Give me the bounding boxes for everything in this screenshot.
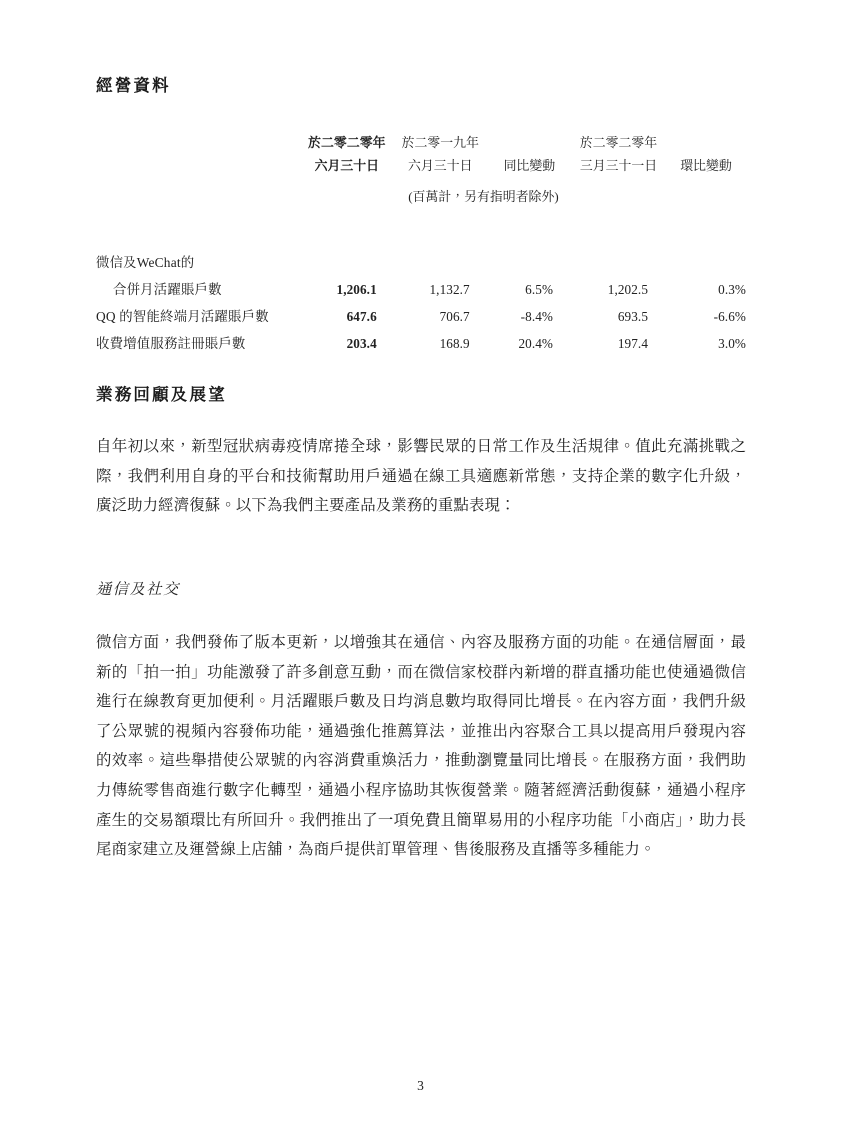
table-row [96, 271, 746, 298]
table-cell-value: 1,202.5 [607, 282, 649, 297]
table-header-row-year [96, 126, 746, 151]
table-header-row-date [96, 151, 746, 174]
table-header-blank-2 [96, 151, 301, 174]
table-row-empty [301, 246, 746, 271]
page-title-operating-data: 經營資料 [96, 76, 171, 95]
table-cell-value: 693.5 [617, 309, 649, 324]
table-cell-value: 1,132.7 [429, 282, 470, 297]
table-header-col1-line2: 六月三十日 [314, 159, 380, 173]
paragraph-intro: 自年初以來，新型冠狀病毒疫情席捲全球，影響民眾的日常工作及生活規律。值此充滿挑戰之際，我們利用自身的平台和技術幫助用戶通過在線工具適應新常態，支持企業的數字化升級，廣泛助力經濟復蘇。以下為我們主要產品及業務的重點表現： [96, 438, 746, 515]
table-cell-value: 706.7 [439, 309, 470, 324]
table-cell-value: 197.4 [617, 336, 649, 351]
table-unit-note: (百萬計，另有指明者除外) [408, 190, 559, 204]
table-header-col1-line1: 於二零二零年 [308, 136, 386, 150]
section-title-business-review: 業務回顧及展望 [96, 385, 227, 404]
table-header-col4-line1: 於二零二零年 [579, 136, 658, 150]
table-spacer-row [96, 220, 746, 246]
table-unit-note-row [96, 174, 746, 220]
table-cell-value: 3.0% [718, 336, 746, 351]
table-cell-value: 1,206.1 [336, 282, 377, 297]
table-cell-value: 0.3% [718, 282, 746, 297]
table-row [96, 298, 746, 325]
table-cell-value: 20.4% [518, 336, 554, 351]
table-header-col3-line2: 同比變動 [503, 159, 556, 173]
table-header-col5-line2: 環比變動 [680, 159, 732, 173]
table-unit-note-spacer-2 [666, 174, 746, 220]
table-cell-value: 168.9 [439, 336, 470, 351]
table-cell-value: -6.6% [713, 309, 746, 324]
table-row-label: QQ 的智能終端月活躍賬戶數 [96, 309, 269, 324]
paragraph-wechat: 微信方面，我們發佈了版本更新，以增強其在通信、內容及服務方面的功能。在通信層面，最新的「拍一拍」功能激發了許多創意互動，而在微信家校群內新增的群直播功能也使通過微信進行在線教育更加便利。月活躍賬戶數及日均消息數均取得同比增長。在內容方面，我們升級了公眾號的視頻內容發佈功能，通過強化推薦算法，並推出內容聚合工具以提高用戶發現內容的效率。這些舉措使公眾號的內容消費重煥活力，推動瀏覽量同比增長。在服務方面，我們助力傳統零售商進行數字化轉型，通過小程序協助其恢復營業。隨著經濟活動復蘇，通過小程序產生的交易額環比有所回升。我們推出了一項免費且簡單易用的小程序功能「小商店」，助力長尾商家建立及運營線上店舖，為商戶提供訂單管理、售後服務及直播等多種能力。 [96, 634, 746, 859]
table-row-label-line1: 微信及WeChat的 [96, 255, 195, 270]
table-row [96, 325, 746, 352]
table-unit-note-spacer [96, 174, 301, 220]
table-header-blank [96, 126, 301, 151]
table-header-col2-line1: 於二零一九年 [401, 136, 479, 150]
table-header-col5-line1 [666, 126, 746, 151]
page-number: 3 [417, 1078, 424, 1093]
operating-data-table [96, 126, 746, 352]
table-header-col3-line1 [488, 126, 571, 151]
subsection-title-communications: 通信及社交 [96, 581, 180, 598]
table-row-label: 收費增值服務註冊賬戶數 [96, 336, 246, 351]
table-row-label: 合併月活躍賬戶數 [113, 282, 222, 297]
table-header-col4-line2: 三月三十一日 [579, 159, 658, 173]
table-spacer-cell [96, 220, 746, 246]
table-cell-value: -8.4% [520, 309, 554, 324]
table-cell-value: 6.5% [525, 282, 554, 297]
table-cell-value: 203.4 [346, 336, 377, 351]
table-row [96, 246, 746, 271]
table-header-col2-line2: 六月三十日 [408, 159, 473, 173]
table-cell-value: 647.6 [346, 309, 377, 324]
